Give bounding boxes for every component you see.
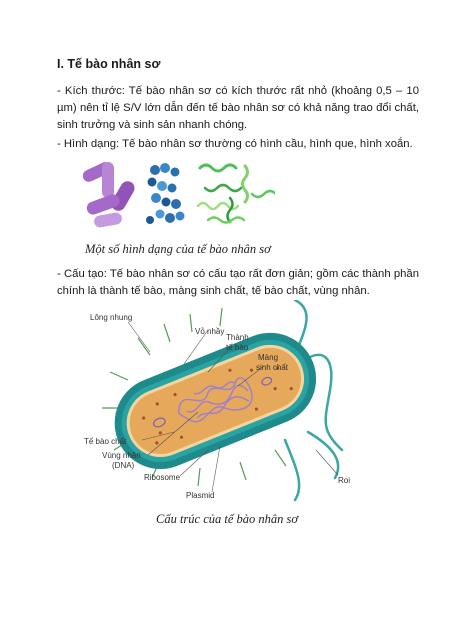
rod-shaped-bacteria xyxy=(81,160,137,228)
label-ribosome: Ribosome xyxy=(144,473,181,482)
coccus-bacteria xyxy=(146,163,185,224)
cell-shapes-figure xyxy=(80,158,275,233)
spiral-bacteria xyxy=(198,165,275,223)
label-pili: Lông nhung xyxy=(90,313,133,322)
paragraph-size: - Kích thước: Tế bào nhân sơ có kích thước rất nhỏ (khoảng 0,5 – 10 µm) nên tỉ lệ S/V lớn dẫn đến tế bào nhân sơ có khả năng trao đổi chất, sinh trưởng và sinh sản nhanh chóng. xyxy=(57,85,419,131)
label-flagellum: Roi xyxy=(338,476,351,485)
label-nucleoid-1: Vùng nhân xyxy=(102,451,141,460)
label-cell-wall-1: Thành xyxy=(226,333,249,342)
label-cytoplasm: Tế bào chất xyxy=(84,437,127,446)
section-heading: I. Tế bào nhân sơ xyxy=(57,57,161,71)
label-nucleoid-2: (DNA) xyxy=(112,461,135,470)
label-capsule: Vỏ nhầy xyxy=(195,327,225,336)
cell-structure-figure xyxy=(80,300,380,505)
label-membrane-1: Màng xyxy=(258,353,279,362)
label-membrane-2: sinh chất xyxy=(256,363,289,372)
label-plasmid: Plasmid xyxy=(186,491,215,500)
label-cell-wall-2: tế bào xyxy=(226,343,249,352)
paragraph-shape: - Hình dạng: Tế bào nhân sơ thường có hình cầu, hình que, hình xoắn. xyxy=(57,138,413,150)
paragraph-structure: - Cấu tạo: Tế bào nhân sơ có cấu tạo rất đơn giản; gồm các thành phần chính là thành tế bào, màng sinh chất, tế bào chất, vùng nhân. xyxy=(57,268,419,297)
cell-structure-caption: Cấu trúc của tế bào nhân sơ xyxy=(156,512,299,526)
cell-shapes-caption: Một số hình dạng của tế bào nhân sơ xyxy=(85,242,271,256)
